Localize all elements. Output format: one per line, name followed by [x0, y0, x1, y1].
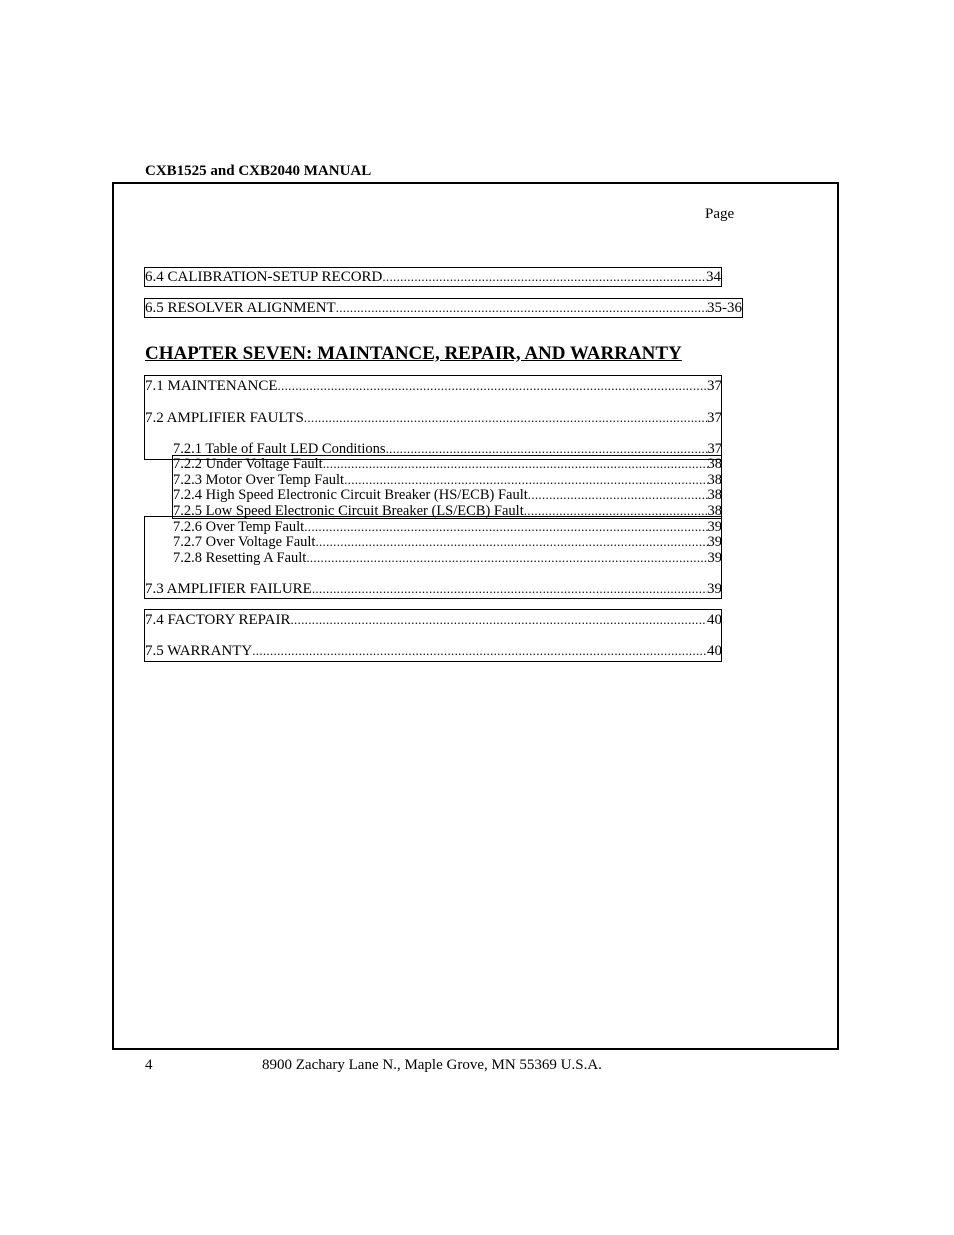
- toc-entry-6-4[interactable]: [145, 268, 721, 286]
- toc-entry-7-3[interactable]: [145, 580, 722, 598]
- toc-entry-page: 37: [707, 378, 722, 394]
- toc-entry-page: 40: [707, 643, 722, 659]
- toc-entry-7-2-3[interactable]: [173, 472, 722, 488]
- toc-entry-page: 34: [706, 269, 721, 285]
- toc-entry-page: 39: [707, 519, 722, 535]
- toc-leader: [304, 409, 707, 427]
- toc-leader: [290, 611, 707, 629]
- toc-entry-7-2-1[interactable]: [173, 441, 722, 457]
- toc-entry-7-5[interactable]: [145, 642, 722, 660]
- toc-entry-6-5[interactable]: [145, 299, 742, 317]
- toc-entry-title: 7.2.3 Motor Over Temp Fault: [173, 472, 345, 488]
- footer-page-number: 4: [145, 1057, 153, 1073]
- toc-entry-title: 7.2 AMPLIFIER FAULTS: [145, 410, 304, 426]
- toc-entry-7-2[interactable]: [145, 409, 722, 427]
- page-column-label: Page: [705, 206, 735, 222]
- toc-leader: [315, 534, 707, 550]
- toc-entry-title: 7.5 WARRANTY: [145, 643, 253, 659]
- toc-entry-title: 7.1 MAINTENANCE: [145, 378, 278, 394]
- toc-entry-7-1[interactable]: [145, 377, 722, 395]
- toc-leader: [528, 487, 708, 503]
- toc-entry-7-2-4[interactable]: [173, 487, 722, 503]
- toc-entry-title: 7.2.6 Over Temp Fault: [173, 519, 305, 535]
- toc-entry-7-2-5[interactable]: [173, 503, 722, 519]
- toc-entry-page: 37: [707, 441, 722, 457]
- toc-entry-title: 7.2.8 Resetting A Fault: [173, 550, 307, 566]
- toc-entry-7-4[interactable]: [145, 611, 722, 629]
- toc-entry-page: 38: [707, 456, 722, 472]
- toc-entry-title: 7.3 AMPLIFIER FAILURE: [145, 581, 312, 597]
- toc-link-box[interactable]: [144, 298, 743, 318]
- toc-entry-page: 39: [707, 581, 722, 597]
- toc-leader: [278, 377, 708, 395]
- toc-entry-page: 40: [707, 612, 722, 628]
- toc-entry-title: 7.2.7 Over Voltage Fault: [173, 534, 316, 550]
- toc-entry-page: 37: [707, 410, 722, 426]
- toc-leader: [386, 441, 708, 457]
- toc-leader: [382, 268, 706, 286]
- toc-entry-7-2-6[interactable]: [173, 519, 722, 535]
- toc-entry-page: 38: [707, 503, 722, 519]
- toc-entry-7-2-8[interactable]: [173, 550, 722, 566]
- toc-entry-title: 7.4 FACTORY REPAIR: [145, 612, 291, 628]
- chapter-heading: CHAPTER SEVEN: MAINTANCE, REPAIR, AND WARRANTY: [145, 343, 682, 364]
- toc-entry-title: 7.2.1 Table of Fault LED Conditions: [173, 441, 386, 457]
- toc-entry-page: 38: [707, 487, 722, 503]
- toc-entry-title: 7.2.5 Low Speed Electronic Circuit Breaker (LS/ECB) Fault: [173, 503, 524, 519]
- toc-leader: [312, 580, 707, 598]
- toc-leader: [304, 519, 707, 535]
- toc-entry-7-2-2[interactable]: [173, 456, 722, 472]
- footer-address: 8900 Zachary Lane N., Maple Grove, MN 55369 U.S.A.: [262, 1057, 602, 1073]
- toc-leader: [306, 550, 707, 566]
- toc-entry-title: 7.2.2 Under Voltage Fault: [173, 456, 323, 472]
- toc-entry-page: 39: [707, 534, 722, 550]
- toc-leader: [323, 456, 708, 472]
- toc-leader: [344, 472, 707, 488]
- manual-title: CXB1525 and CXB2040 MANUAL: [145, 163, 372, 179]
- toc-entry-page: 35-36: [707, 300, 742, 316]
- toc-link-box[interactable]: [144, 267, 722, 287]
- toc-entry-page: 39: [707, 550, 722, 566]
- toc-entry-title: 6.4 CALIBRATION-SETUP RECORD: [145, 269, 383, 285]
- toc-entry-page: 38: [707, 472, 722, 488]
- toc-entry-title: 6.5 RESOLVER ALIGNMENT: [145, 300, 336, 316]
- toc-leader: [336, 299, 707, 317]
- toc-leader: [524, 503, 708, 519]
- toc-leader: [252, 642, 707, 660]
- toc-entry-7-2-7[interactable]: [173, 534, 722, 550]
- toc-entry-title: 7.2.4 High Speed Electronic Circuit Breaker (HS/ECB) Fault: [173, 487, 528, 503]
